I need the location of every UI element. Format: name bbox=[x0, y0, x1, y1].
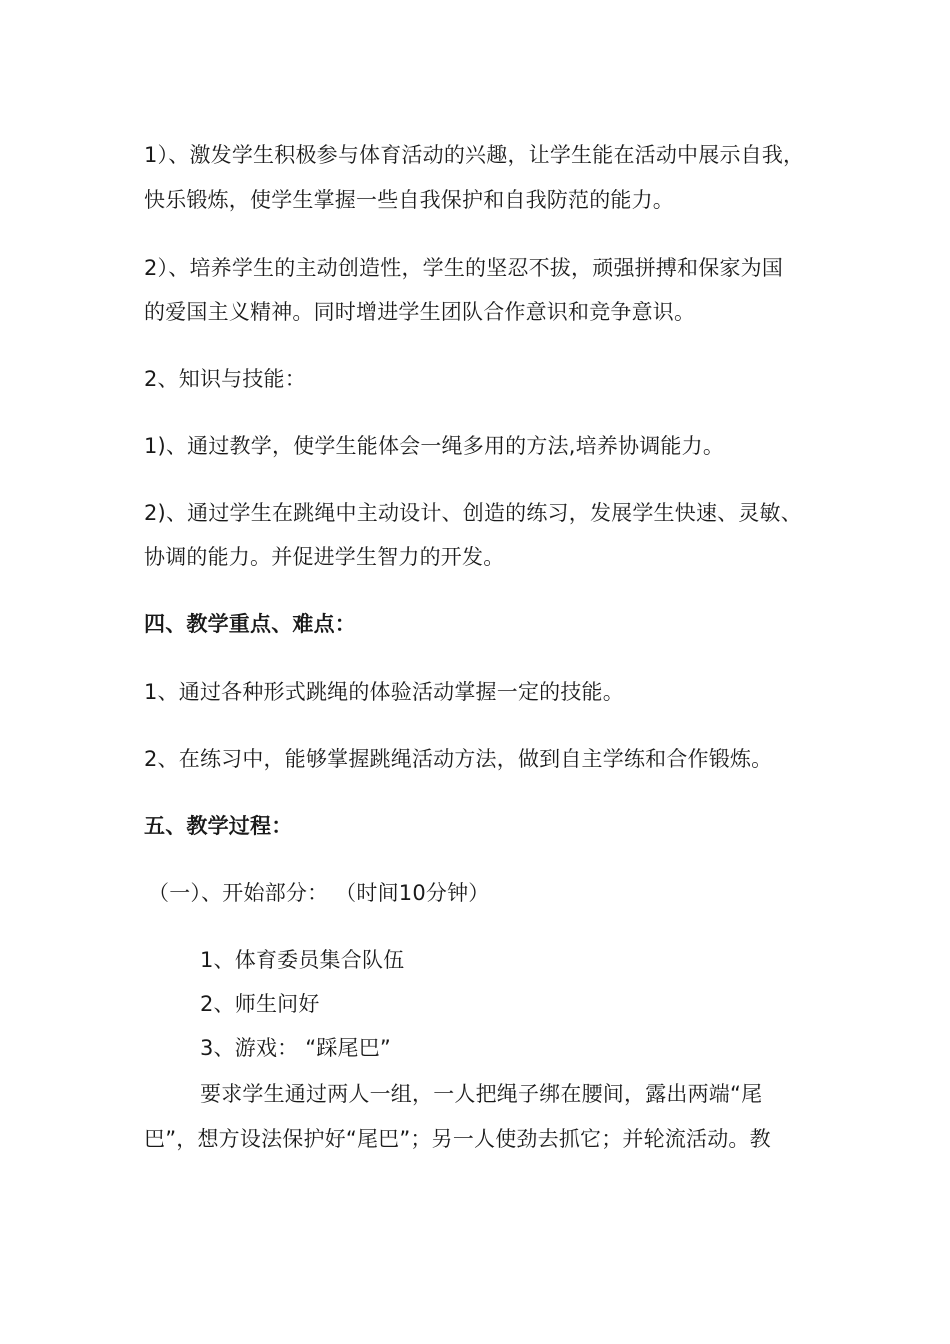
paragraph-line: 2）、培养学生的主动创造性，学生的坚忍不拔，顽强拼搏和保家为国 bbox=[144, 256, 784, 280]
paragraph-line: 巴”，想方设法保护好“尾巴”；另一人使劲去抓它；并轮流活动。教 bbox=[144, 1127, 771, 1151]
subsection-heading: （一）、开始部分： （时间10分钟） bbox=[148, 881, 490, 905]
paragraph-line: 协调的能力。并促进学生智力的开发。 bbox=[144, 545, 505, 569]
list-item: 1、体育委员集合队伍 bbox=[200, 948, 405, 972]
paragraph-line: 1、通过各种形式跳绳的体验活动掌握一定的技能。 bbox=[144, 680, 624, 704]
paragraph-line: 的爱国主义精神。同时增进学生团队合作意识和竞争意识。 bbox=[144, 300, 696, 324]
paragraph-line: 1）、激发学生积极参与体育活动的兴趣，让学生能在活动中展示自我， bbox=[144, 143, 805, 167]
paragraph-line: 要求学生通过两人一组，一人把绳子绑在腰间，露出两端“尾 bbox=[200, 1082, 763, 1106]
paragraph-line: 2、在练习中，能够掌握跳绳活动方法，做到自主学练和合作锻炼。 bbox=[144, 747, 773, 771]
list-item: 2、师生问好 bbox=[200, 992, 320, 1016]
paragraph-line: 1)、通过教学，使学生能体会一绳多用的方法,培养协调能力。 bbox=[144, 434, 725, 458]
section-heading: 四、教学重点、难点： bbox=[144, 612, 356, 636]
section-heading: 五、教学过程： bbox=[144, 814, 293, 838]
list-item: 3、游戏： “踩尾巴” bbox=[200, 1036, 391, 1060]
paragraph-line: 2)、通过学生在跳绳中主动设计、创造的练习，发展学生快速、灵敏、 bbox=[144, 501, 802, 525]
paragraph-line: 快乐锻炼，使学生掌握一些自我保护和自我防范的能力。 bbox=[144, 188, 674, 212]
paragraph-line: 2、知识与技能： bbox=[144, 367, 306, 391]
